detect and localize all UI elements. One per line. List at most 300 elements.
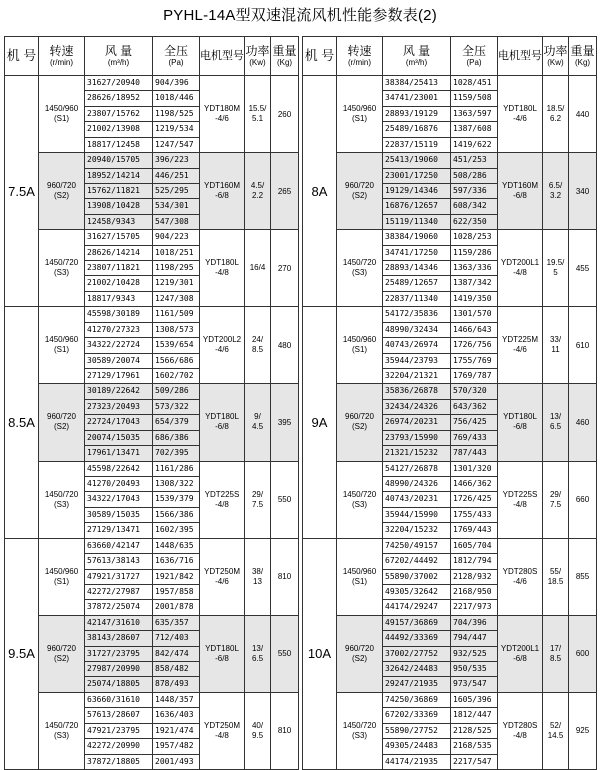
motor-line: YDT250M xyxy=(203,720,240,730)
pressure-value: 1219/534 xyxy=(153,122,199,137)
flow-value: 35944/23793 xyxy=(383,354,450,369)
flow-value: 54172/35836 xyxy=(383,307,450,322)
flow-cell xyxy=(383,538,451,615)
motor-cell xyxy=(200,692,245,769)
pressure-value: 1769/787 xyxy=(453,371,492,381)
table-row xyxy=(5,230,299,307)
power-line: 13/ xyxy=(251,643,264,653)
flow-value: 29247/21935 xyxy=(385,679,438,689)
motor-cell xyxy=(498,615,543,692)
motor-line: YDT180L xyxy=(503,412,537,422)
pressure-value: 2128/525 xyxy=(451,724,497,739)
flow-value: 42272/27987 xyxy=(85,585,152,600)
motor-cell xyxy=(498,461,543,538)
power-cell xyxy=(245,538,271,615)
flow-value: 32642/24483 xyxy=(383,662,450,677)
flow-value: 48990/24326 xyxy=(383,477,450,492)
table-row xyxy=(5,615,299,692)
pressure-cell xyxy=(451,76,498,153)
pressure-value: 608/342 xyxy=(451,199,497,214)
speed-line: (S1) xyxy=(351,114,368,124)
motor-line: YDT180L xyxy=(205,258,239,268)
col-weight: 重量 (Kg) xyxy=(271,37,299,76)
power-cell xyxy=(245,384,271,461)
pressure-cell xyxy=(153,538,200,615)
flow-cell xyxy=(383,307,451,384)
power-line: 52/ xyxy=(549,720,562,730)
speed-cell xyxy=(337,384,383,461)
flow-value: 49305/24483 xyxy=(383,739,450,754)
motor-cell xyxy=(498,230,543,307)
flow-value: 32204/15232 xyxy=(385,525,438,535)
power-line: 17/ xyxy=(549,643,562,653)
col-speed: 转速 (r/min) xyxy=(337,37,383,76)
flow-value: 20074/15035 xyxy=(85,431,152,446)
pressure-cell xyxy=(451,153,498,230)
power-line: 18.5/ xyxy=(546,104,565,114)
fan-model-cell: 9.5A xyxy=(5,538,39,769)
motor-cell xyxy=(200,153,245,230)
speed-line: (S2) xyxy=(351,422,368,432)
fan-model-cell: 9A xyxy=(303,307,337,538)
motor-cell xyxy=(200,384,245,461)
power-line: 24/ xyxy=(251,335,264,345)
col-pressure: 全压 (Pa) xyxy=(451,37,498,76)
pressure-value: 1419/622 xyxy=(453,139,492,149)
pressure-value: 547/308 xyxy=(155,216,189,226)
speed-line: 960/720 xyxy=(345,181,374,191)
power-line: 7.5 xyxy=(549,499,562,509)
col-power: 功率 (Kw) xyxy=(543,37,569,76)
pressure-value: 1363/336 xyxy=(451,261,497,276)
motor-line: -6/8 xyxy=(215,422,229,432)
speed-line: 1450/720 xyxy=(342,720,377,730)
power-line: 16/4 xyxy=(249,263,266,273)
pressure-value: 842/474 xyxy=(153,647,199,662)
flow-value: 27987/20990 xyxy=(85,662,152,677)
motor-cell xyxy=(200,307,245,384)
motor-line: -6/8 xyxy=(513,191,527,201)
flow-value: 38384/25413 xyxy=(383,76,450,91)
motor-cell xyxy=(498,692,543,769)
flow-value: 27323/20493 xyxy=(85,400,152,415)
flow-value: 28893/14346 xyxy=(383,261,450,276)
flow-value: 25489/12657 xyxy=(383,276,450,291)
flow-value: 23807/15762 xyxy=(85,107,152,122)
flow-value: 38143/28607 xyxy=(85,631,152,646)
motor-cell xyxy=(498,76,543,153)
flow-value: 55890/27752 xyxy=(383,724,450,739)
pressure-value: 794/447 xyxy=(451,631,497,646)
power-cell xyxy=(245,230,271,307)
flow-cell xyxy=(85,307,153,384)
pressure-value: 904/223 xyxy=(153,230,199,245)
motor-line: -4/6 xyxy=(215,114,229,124)
flow-value: 55890/37002 xyxy=(383,570,450,585)
flow-value: 28626/18952 xyxy=(85,91,152,106)
motor-line: -4/8 xyxy=(513,499,527,509)
pressure-value: 1363/597 xyxy=(451,107,497,122)
motor-line: YDT180L xyxy=(205,412,239,422)
flow-value: 16876/12657 xyxy=(383,199,450,214)
power-line: 38/ xyxy=(251,566,264,576)
flow-cell xyxy=(85,615,153,692)
pressure-value: 1812/447 xyxy=(451,708,497,723)
flow-value: 18952/14214 xyxy=(85,169,152,184)
weight-cell: 610 xyxy=(569,307,597,384)
table-row xyxy=(5,538,299,615)
left-table-header xyxy=(5,37,299,76)
pressure-value: 1198/295 xyxy=(153,261,199,276)
speed-line: (S2) xyxy=(351,653,368,663)
flow-value: 40743/20231 xyxy=(383,492,450,507)
flow-value: 15119/11340 xyxy=(385,216,438,226)
col-power: 功率 (Kw) xyxy=(245,37,271,76)
flow-value: 31727/23795 xyxy=(85,647,152,662)
speed-line: (S2) xyxy=(53,191,70,201)
pressure-value: 508/286 xyxy=(451,169,497,184)
pressure-value: 1466/643 xyxy=(451,323,497,338)
power-line: 2.2 xyxy=(251,191,264,201)
pressure-value: 1387/342 xyxy=(451,276,497,291)
motor-cell xyxy=(200,76,245,153)
pressure-cell xyxy=(153,76,200,153)
power-line: 9.5 xyxy=(251,730,264,740)
power-line: 29/ xyxy=(549,489,562,499)
speed-cell xyxy=(39,384,85,461)
power-line: 18.5 xyxy=(547,576,564,586)
table-row xyxy=(303,384,597,461)
pressure-value: 1466/362 xyxy=(451,477,497,492)
motor-line: YDT180M xyxy=(203,104,240,114)
power-line: 7.5 xyxy=(251,499,264,509)
pressure-cell xyxy=(153,692,200,769)
motor-cell xyxy=(200,230,245,307)
pressure-value: 769/433 xyxy=(451,431,497,446)
pressure-value: 622/350 xyxy=(453,216,487,226)
pressure-value: 1755/433 xyxy=(451,508,497,523)
speed-line: 960/720 xyxy=(345,412,374,422)
flow-cell xyxy=(383,76,451,153)
power-line: 8.5 xyxy=(251,345,264,355)
pressure-value: 1301/320 xyxy=(451,462,497,477)
flow-value: 34741/17250 xyxy=(383,246,450,261)
power-cell xyxy=(245,153,271,230)
speed-cell xyxy=(39,230,85,307)
motor-line: YDT250M xyxy=(203,566,240,576)
table-row xyxy=(5,384,299,461)
fan-model-cell: 8A xyxy=(303,76,337,307)
pressure-value: 2168/950 xyxy=(451,585,497,600)
col-pressure: 全压 (Pa) xyxy=(153,37,200,76)
power-cell xyxy=(543,538,569,615)
power-line: 55/ xyxy=(549,566,562,576)
flow-value: 37002/27752 xyxy=(383,647,450,662)
motor-line: -4/8 xyxy=(513,268,527,278)
speed-line: 960/720 xyxy=(345,643,374,653)
speed-line: 1450/960 xyxy=(44,335,79,345)
pressure-value: 1726/756 xyxy=(451,338,497,353)
flow-value: 17961/13471 xyxy=(87,448,140,458)
speed-cell xyxy=(337,307,383,384)
motor-line: -4/6 xyxy=(215,576,229,586)
pressure-cell xyxy=(153,153,200,230)
flow-value: 44174/29247 xyxy=(385,602,438,612)
pressure-cell xyxy=(451,615,498,692)
flow-value: 30189/22642 xyxy=(85,384,152,399)
motor-line: -4/8 xyxy=(215,499,229,509)
speed-cell xyxy=(337,538,383,615)
motor-line: YDT180L xyxy=(205,643,239,653)
power-line: 6.5 xyxy=(251,653,264,663)
flow-value: 49157/36869 xyxy=(383,616,450,631)
col-motor: 电机型号 xyxy=(200,37,245,76)
pressure-value: 509/286 xyxy=(153,384,199,399)
pressure-cell xyxy=(451,384,498,461)
table-row xyxy=(5,692,299,769)
flow-value: 34322/17043 xyxy=(85,492,152,507)
pressure-value: 1219/301 xyxy=(153,276,199,291)
pressure-value: 654/379 xyxy=(153,415,199,430)
fan-model-cell: 8.5A xyxy=(5,307,39,538)
pressure-cell xyxy=(451,307,498,384)
motor-line: -6/8 xyxy=(215,191,229,201)
flow-value: 31627/15705 xyxy=(85,230,152,245)
flow-value: 19129/14346 xyxy=(383,184,450,199)
power-line: 29/ xyxy=(251,489,264,499)
speed-line: (S3) xyxy=(53,499,70,509)
flow-value: 45598/30189 xyxy=(85,307,152,322)
pressure-value: 635/357 xyxy=(153,616,199,631)
flow-cell xyxy=(85,230,153,307)
power-line: 13/ xyxy=(549,412,562,422)
flow-cell xyxy=(85,461,153,538)
flow-cell xyxy=(383,230,451,307)
pressure-value: 451/253 xyxy=(451,153,497,168)
power-line: 4.5 xyxy=(251,422,264,432)
weight-cell: 925 xyxy=(569,692,597,769)
weight-cell: 810 xyxy=(271,538,299,615)
flow-value: 22837/11340 xyxy=(385,293,438,303)
speed-cell xyxy=(39,538,85,615)
speed-line: 1450/960 xyxy=(44,104,79,114)
fan-model-cell: 7.5A xyxy=(5,76,39,307)
flow-value: 21002/10428 xyxy=(85,276,152,291)
speed-cell xyxy=(39,153,85,230)
motor-cell xyxy=(200,615,245,692)
motor-line: -4/8 xyxy=(513,730,527,740)
power-line: 14.5 xyxy=(547,730,564,740)
power-cell xyxy=(245,461,271,538)
speed-line: 1450/720 xyxy=(44,720,79,730)
col-speed: 转速 (r/min) xyxy=(39,37,85,76)
pressure-value: 904/396 xyxy=(153,76,199,91)
flow-value: 25074/18805 xyxy=(87,679,140,689)
motor-line: -4/6 xyxy=(215,345,229,355)
flow-cell xyxy=(383,692,451,769)
pressure-value: 1957/858 xyxy=(153,585,199,600)
power-line: 5 xyxy=(553,268,558,278)
weight-cell: 550 xyxy=(271,461,299,538)
motor-line: YDT160M xyxy=(203,181,240,191)
motor-line: YDT180L xyxy=(503,104,537,114)
table-row xyxy=(5,153,299,230)
pressure-value: 1636/716 xyxy=(153,554,199,569)
flow-value: 12458/9343 xyxy=(87,216,136,226)
power-line: 40/ xyxy=(251,720,264,730)
pressure-value: 1387/608 xyxy=(451,122,497,137)
table-row xyxy=(5,76,299,153)
flow-value: 57613/28607 xyxy=(85,708,152,723)
power-line: 6.5/ xyxy=(548,181,563,191)
right-table-body xyxy=(303,76,597,770)
pressure-value: 1018/251 xyxy=(153,246,199,261)
flow-cell xyxy=(383,384,451,461)
table-row xyxy=(303,76,597,153)
power-line: 3.2 xyxy=(549,191,562,201)
flow-value: 27129/17961 xyxy=(87,371,140,381)
flow-value: 25413/19060 xyxy=(383,153,450,168)
flow-value: 38384/19060 xyxy=(383,230,450,245)
flow-value: 41270/27323 xyxy=(85,323,152,338)
flow-cell xyxy=(383,615,451,692)
pressure-value: 1636/403 xyxy=(153,708,199,723)
pressure-value: 2001/493 xyxy=(155,756,194,766)
power-cell xyxy=(543,153,569,230)
pressure-value: 1159/286 xyxy=(451,246,497,261)
pressure-cell xyxy=(451,538,498,615)
pressure-value: 534/301 xyxy=(153,199,199,214)
speed-cell xyxy=(337,692,383,769)
pressure-value: 2001/878 xyxy=(155,602,194,612)
speed-line: (S2) xyxy=(53,422,70,432)
speed-line: 1450/960 xyxy=(342,566,377,576)
weight-cell: 660 xyxy=(569,461,597,538)
power-line: 13 xyxy=(253,576,262,586)
pressure-value: 1448/357 xyxy=(153,693,199,708)
pressure-value: 973/547 xyxy=(453,679,487,689)
pressure-value: 1566/386 xyxy=(153,508,199,523)
table-row xyxy=(303,615,597,692)
flow-value: 35944/15990 xyxy=(383,508,450,523)
flow-value: 22724/17043 xyxy=(85,415,152,430)
flow-value: 40743/26974 xyxy=(383,338,450,353)
flow-cell xyxy=(85,538,153,615)
flow-value: 23793/15990 xyxy=(383,431,450,446)
pressure-value: 396/223 xyxy=(153,153,199,168)
pressure-value: 704/396 xyxy=(451,616,497,631)
speed-line: (S2) xyxy=(351,191,368,201)
speed-cell xyxy=(39,307,85,384)
motor-line: YDT225M xyxy=(501,335,538,345)
speed-line: (S1) xyxy=(53,576,70,586)
pressure-value: 1957/482 xyxy=(153,739,199,754)
speed-line: (S1) xyxy=(53,114,70,124)
table-row xyxy=(303,538,597,615)
flow-value: 45598/22642 xyxy=(85,462,152,477)
motor-cell xyxy=(498,384,543,461)
table-row xyxy=(5,307,299,384)
motor-line: YDT225S xyxy=(204,489,240,499)
flow-value: 54127/26878 xyxy=(383,462,450,477)
power-line: 19.5/ xyxy=(546,258,565,268)
motor-line: YDT280S xyxy=(502,720,538,730)
pressure-value: 570/320 xyxy=(451,384,497,399)
flow-value: 28626/14214 xyxy=(85,246,152,261)
weight-cell: 340 xyxy=(569,153,597,230)
col-flow: 风 量 (m³/h) xyxy=(85,37,153,76)
pressure-value: 2217/547 xyxy=(453,756,492,766)
pressure-value: 2168/535 xyxy=(451,739,497,754)
power-line: 33/ xyxy=(549,335,562,345)
flow-value: 32434/24326 xyxy=(383,400,450,415)
power-cell xyxy=(245,615,271,692)
pressure-value: 1308/573 xyxy=(153,323,199,338)
flow-value: 21002/13908 xyxy=(85,122,152,137)
flow-value: 28893/19129 xyxy=(383,107,450,122)
weight-cell: 480 xyxy=(271,307,299,384)
flow-value: 74250/49157 xyxy=(383,539,450,554)
col-weight: 重量 (Kg) xyxy=(569,37,597,76)
flow-value: 13908/10428 xyxy=(85,199,152,214)
speed-cell xyxy=(337,76,383,153)
flow-value: 57613/38143 xyxy=(85,554,152,569)
pressure-cell xyxy=(153,307,200,384)
flow-value: 31627/20940 xyxy=(85,76,152,91)
pressure-value: 573/322 xyxy=(153,400,199,415)
flow-value: 18817/12458 xyxy=(87,139,140,149)
pressure-value: 756/425 xyxy=(451,415,497,430)
fan-model-cell: 10A xyxy=(303,538,337,769)
pressure-cell xyxy=(153,230,200,307)
speed-line: 1450/720 xyxy=(44,489,79,499)
speed-line: 960/720 xyxy=(47,181,76,191)
pressure-value: 1605/704 xyxy=(451,539,497,554)
motor-line: -6/8 xyxy=(513,653,527,663)
pressure-value: 1448/635 xyxy=(153,539,199,554)
motor-line: -4/8 xyxy=(215,730,229,740)
speed-cell xyxy=(39,692,85,769)
weight-cell: 395 xyxy=(271,384,299,461)
pressure-value: 1605/396 xyxy=(451,693,497,708)
motor-line: -6/8 xyxy=(513,422,527,432)
left-table-body xyxy=(5,76,299,770)
power-cell xyxy=(543,461,569,538)
power-line: 5.1 xyxy=(251,114,264,124)
motor-cell xyxy=(498,538,543,615)
speed-cell xyxy=(39,76,85,153)
motor-cell xyxy=(200,538,245,615)
page-title: PYHL-14A型双速混流风机性能参数表(2) xyxy=(163,7,437,24)
speed-line: (S1) xyxy=(351,345,368,355)
right-table-panel xyxy=(302,36,596,770)
power-line: 6.5 xyxy=(549,422,562,432)
speed-cell xyxy=(337,153,383,230)
pressure-value: 525/295 xyxy=(153,184,199,199)
flow-value: 67202/44492 xyxy=(383,554,450,569)
weight-cell: 460 xyxy=(569,384,597,461)
motor-cell xyxy=(498,307,543,384)
motor-line: -4/6 xyxy=(513,345,527,355)
table-row xyxy=(303,461,597,538)
pressure-value: 878/493 xyxy=(155,679,189,689)
speed-line: (S3) xyxy=(351,730,368,740)
pressure-value: 686/386 xyxy=(153,431,199,446)
flow-value: 47921/23795 xyxy=(85,724,152,739)
speed-line: 1450/720 xyxy=(44,258,79,268)
flow-value: 74250/36869 xyxy=(383,693,450,708)
flow-value: 34741/23001 xyxy=(383,91,450,106)
